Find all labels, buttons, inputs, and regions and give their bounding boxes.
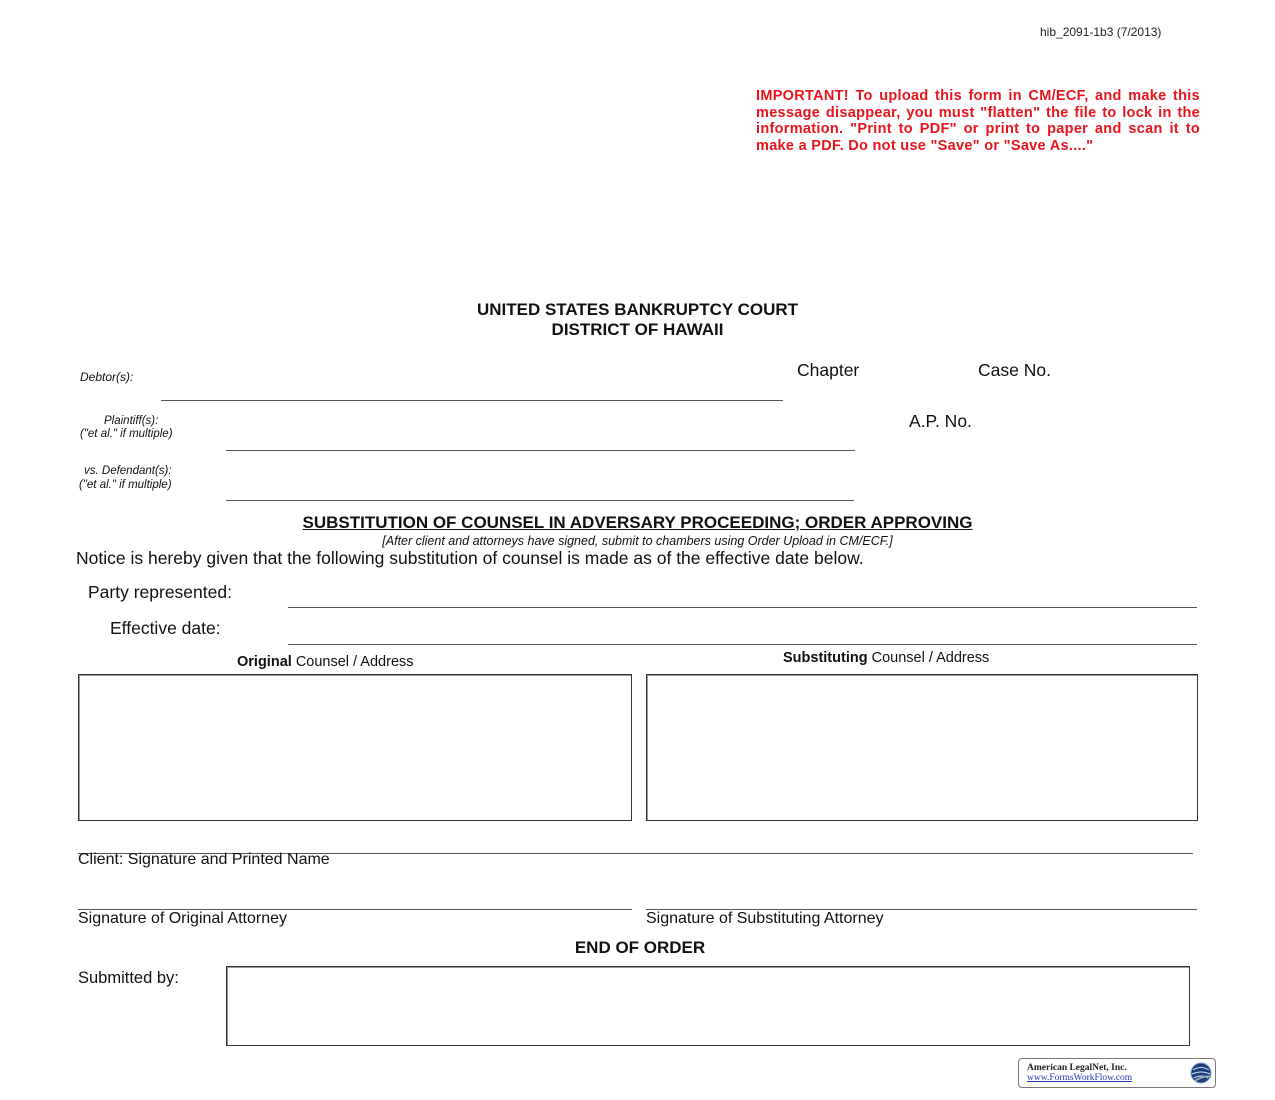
effective-date-label: Effective date: xyxy=(110,618,221,638)
party-represented-field[interactable] xyxy=(288,607,1197,608)
original-counsel-header-bold: Original xyxy=(237,654,292,670)
plaintiff-label: Plaintiff(s): xyxy=(104,415,159,427)
court-district: DISTRICT OF HAWAII xyxy=(551,320,724,339)
court-header xyxy=(0,300,1275,340)
defendant-field[interactable] xyxy=(226,500,854,501)
original-attorney-signature-label: Signature of Original Attorney xyxy=(78,910,288,927)
original-counsel-header-rest: Counsel / Address xyxy=(291,654,414,670)
debtor-label: Debtor(s): xyxy=(80,370,134,384)
court-name: UNITED STATES BANKRUPTCY COURT xyxy=(476,300,799,319)
original-counsel-header xyxy=(237,654,414,670)
notice-text: Notice is hereby given that the following substitution of counsel is made as of the effective date below. xyxy=(76,548,864,568)
end-of-order: END OF ORDER xyxy=(574,938,706,957)
original-counsel-box[interactable] xyxy=(78,674,632,821)
submitted-by-label: Submitted by: xyxy=(78,969,179,987)
defendant-label: vs. Defendant(s): xyxy=(84,465,172,477)
logo-company-name: American LegalNet, Inc. xyxy=(1027,1063,1127,1073)
plaintiff-field[interactable] xyxy=(226,450,855,451)
submitted-by-box[interactable] xyxy=(226,966,1190,1046)
substituting-counsel-header-rest: Counsel / Address xyxy=(867,650,990,666)
american-legalnet-logo[interactable] xyxy=(1018,1058,1216,1088)
substituting-counsel-box[interactable] xyxy=(646,674,1198,821)
document-title xyxy=(0,513,1275,533)
substituting-attorney-signature-label: Signature of Substituting Attorney xyxy=(646,910,884,927)
ap-no-label: A.P. No. xyxy=(909,411,972,431)
logo-url-link[interactable]: www.FormsWorkFlow.com xyxy=(1027,1073,1133,1083)
plaintiff-note: ("et al." if multiple) xyxy=(80,428,173,440)
substituting-counsel-header-bold: Substituting xyxy=(783,650,868,666)
chapter-label: Chapter xyxy=(797,360,860,380)
document-title-text: SUBSTITUTION OF COUNSEL IN ADVERSARY PROCEEDING; ORDER APPROVING xyxy=(302,513,973,532)
debtor-field[interactable] xyxy=(161,400,783,401)
important-notice: IMPORTANT! To upload this form in CM/ECF, and make this message disappear, you must "flatten" the file to lock in the information. "Print to PDF" or print to paper and scan it to make a PDF. Do not use "Save" or "Save As...." xyxy=(756,88,1200,155)
effective-date-field[interactable] xyxy=(288,644,1197,645)
form-id: hib_2091-1b3 (7/2013) xyxy=(1040,25,1162,39)
defendant-note: ("et al." if multiple) xyxy=(79,479,172,491)
party-represented-label: Party represented: xyxy=(88,582,232,602)
submission-instruction: [After client and attorneys have signed, submit to chambers using Order Upload in CM/ECF.] xyxy=(382,534,893,548)
client-signature-label: Client: Signature and Printed Name xyxy=(78,851,330,868)
case-no-label: Case No. xyxy=(978,360,1051,380)
globe-icon xyxy=(1189,1061,1213,1085)
substituting-counsel-header xyxy=(783,650,989,666)
